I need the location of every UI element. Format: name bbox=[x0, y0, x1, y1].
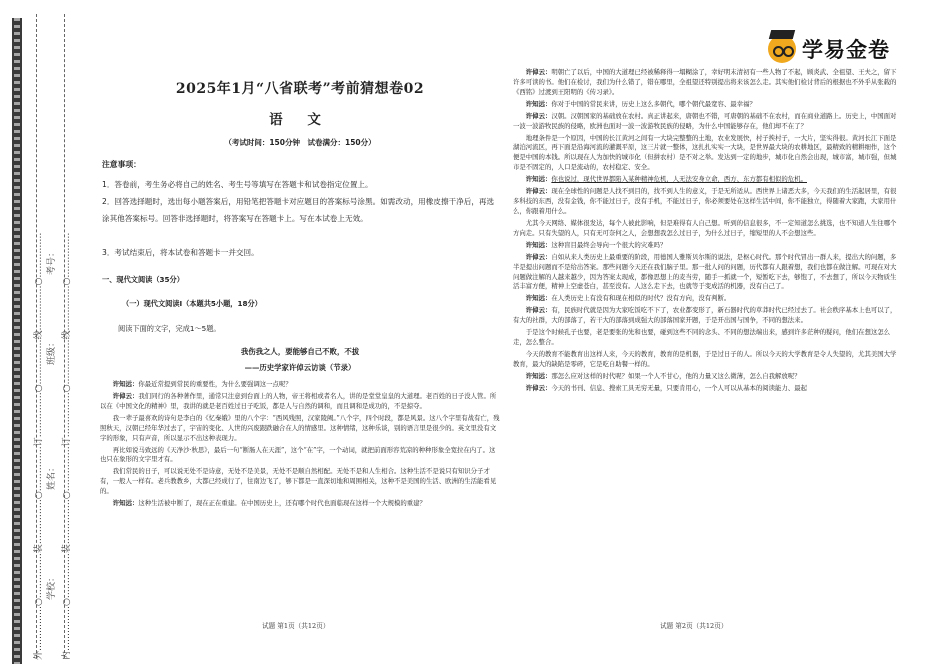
dialogue-paragraph: 于是这个时候孔子也要，老是要张的先和也要，碰到这些不同的念头、不同的想法端出来，感到许多茫种的疑问，他们在想这怎么走，怎么整合。 bbox=[513, 328, 891, 347]
notice-item: 1．答卷前，考生务必将自己的姓名、考生号等填写在答题卡和试卷指定位置上。 bbox=[102, 180, 373, 189]
name-label: 姓名： bbox=[47, 462, 57, 490]
class-label: 班级： bbox=[47, 337, 57, 365]
dialogue-paragraph: 许倬云：汉朝。汉朝国家的基础放在农村。真正讲起来，唐朝也不错，可唐朝的基础不在农村，而在商业道路上。历史上，中国面对一波一波游牧民族的侵略，欧洲也面对一波一波游牧民族的侵略，为什么中国能够存在，他们却不在了？ bbox=[513, 111, 897, 130]
dialogue-paragraph: 许知远：在人类历史上有没有和现在相似的时代？没有方向，没有判断。 bbox=[525, 294, 731, 303]
notice-item: 2．回答选择题时，选出每小题答案后，用铅笔把答题卡对应题目的答案标号涂黑。如需改动，用橡皮擦干净后，再选涂其他答案标号。回答非选择题时，将答案写在答题卡上。写在本试卷上无效。 bbox=[102, 197, 495, 223]
page-footer-left: 试题 第1页（共12页） bbox=[262, 622, 330, 630]
subject-title: 语 文 bbox=[269, 112, 331, 128]
subsection-heading: （一）现代文阅读Ⅰ（本题共5小题，18分） bbox=[122, 299, 262, 308]
dialogue-paragraph: 我一辈子最喜欢的诗句是李白的《忆秦娥》里的八个字：“西风残照，汉家陵阙。”八个字，四个时段，都是风景。这八个字里有战有亡，残照秋天，汉朝已经年华过去了，宇宙的变化、人世的兴废跟跌融合在人的情感里。这种情绪，这种乐谈，别的语言里是很少的。英文里没有文字的形象，只有声音，所以显示不出这种表现力。 bbox=[100, 413, 500, 442]
dialogue-paragraph: 许知远：你最近常提到常民的重要性，为什么要强调这一点呢？ bbox=[112, 380, 292, 388]
exam-number-label: 考号： bbox=[47, 247, 57, 275]
dialogue-paragraph: 许知远：你对于中国的常民来讲，历史上这么多朝代，哪个朝代最宽容、最幸福？ bbox=[525, 99, 756, 108]
page-footer-right: 试题 第2页（共12页） bbox=[660, 622, 728, 630]
dialogue-paragraph: 许倬云：有，民族时代就是因为大家吃饭吃不下了，农业都变形了，新石器时代的草莽时代已经过去了。社会秩序基本上也可以了，有大的社群，大的部落了，若干大的部落到成强大的部落国家开题，于是开出国与国争，不同的想法来。 bbox=[513, 306, 897, 325]
outer-cut-label: 外……………○……………装……………○……………订……………○……………线……………○…………… bbox=[34, 232, 44, 660]
dialogue-paragraph: 再比如说马致远的《天净沙·秋思》，最后一句“断肠人在天涯”，这个“在”字，一个动词，就把前面形容荒凉的种种形象全宽拉在内了。这也只在象形的文字里才有。 bbox=[100, 445, 496, 464]
logo-text: 学易金卷 bbox=[802, 38, 890, 62]
dialogue-paragraph: 许知远：那怎么应对这样的时代呢？如果一个人不甘心，他的力量又这么微薄，怎么自我解放呢？ bbox=[525, 371, 801, 380]
dialogue-paragraph: 地理条件是一个原因，中国的长江黄河之间有一大块完整整的土地，农业发展快，村子挨村子，一大片，坚实得很。黄河长江下面是湖泊河流区，再下面是沿海河流的灌溉平原，这三片就一整体，这扎扎实实一大块，是世界最大块的农耕地区，最精致的精耕细作，这个便是中国的本钱。所以现在人为加快的城市化（但拼农村）是不对之举。发达到一定的地步，城市化自然会出现，城市富，城市强，但城市是不固定的，人口是流动的，农村稳定、安全。 bbox=[513, 133, 897, 172]
exam-title: 2025年1月“八省联考”考前猜想卷02 bbox=[175, 81, 425, 97]
school-label: 学校： bbox=[47, 572, 57, 600]
article-title: 我伤我之人，要能够自己不败，不拔 bbox=[240, 347, 360, 356]
exam-info: （考试时间：150分钟 试卷满分：150分） bbox=[224, 138, 376, 147]
dialogue-paragraph: 许倬云：明朝亡了以后，中国的大道理已经被稀释得一塌糊涂了，幸好明末清初有一些人物了不起，顾炎武、全祖望、王夫之，留下许多可读的书。他们在检讨，我们为什么错了，错在哪里，全祖望还特别提出将来该怎么走。其实他们检讨背后的根据也不外乎从张载的《西铭》过渡到王阳明的《传习录》。 bbox=[513, 68, 897, 96]
article-subtitle: ——历史学家许倬云访谈（节录） bbox=[244, 363, 356, 372]
dialogue-paragraph: 许倬云：自如从来人类历史上最重要的阶段，用德国人雅斯贝尔斯的说法，是枢心时代。那个时代冒出一群人来，提出大的问题，多半是提出问题而不是给出答案。那些问题今天还在我们脑子里。那一批人问的问题，历代都有人跟着想，我们也都在做注解。可现在对大问题做注解的人越来越少，因为答案太现成，都像思想上的麦当劳，随手一抓就一个，短暂吃下去，够饱了，不去想了，所以今天物质生活丰富方便，精神上空虚苍白，甚至没有。人这么走下去，也就等于变成活的机器，没有自己了。 bbox=[513, 252, 897, 291]
dialogue-paragraph: 许倬云：今天的书刊、信息、搜索工具无穷无量，只要肯用心，一个人可以从基本的阅读能力、最起 bbox=[525, 383, 807, 392]
notice-item: 3．考试结束后，将本试卷和答题卡一并交回。 bbox=[102, 248, 259, 257]
left-article-body bbox=[100, 380, 500, 511]
dialogue-paragraph: 尤其今天网络、媒体很发达，每个人被此影响，但是难得有人自己想。听到的信息很多，不一定知道怎么挑选，也不知道人生往哪个方向走。只有失望的人，只有无可奈何之人，会想想我怎么过日子，为什么过日子，缩短里的人不会想这些。 bbox=[513, 218, 897, 237]
dialogue-paragraph: 我们常民的日子，可以说无处不是诗意，无处不是美景，无处不是顺自然相配。无处不是和人生相合。这种生活不是说只有知识分子才有，一般人一样有。老兵教教乡，大都已经成行了，往南边飞了，够下都是一直深切地和周围相关，这种不是美国的生活、欧洲的生活能看见的。 bbox=[100, 467, 497, 496]
logo-mascot-icon bbox=[768, 35, 796, 63]
right-article-body bbox=[513, 68, 901, 396]
dialogue-paragraph: 许倬云：我们同行的各种著作里，通常只注意到台面上的人物，帝王将相或者名人，讲的是堂堂皇皇的大道理。老百姓的日子没人管。所以在《中国文化的精神》里，我讲的就是老百姓过日子吃饭，都是人与自然的调和，而且调和是成功的，不是掠夺。 bbox=[100, 391, 497, 410]
dialogue-paragraph: 许倬云：现在全球性的问题是人找不到目的，找不到人生的意义，于是无所适从。西世界上诸恶大多，今天我们的生活起居里，有很多科技的东西，没有金钱，你不能过日子，没有手机，不能过日子，你必须要处在这样生活中间，你不能独立，得随着大家跑，大家用什么，你跟着用什么。 bbox=[513, 187, 897, 215]
dialogue-paragraph: 今天的教育不能教育出这样人来，今天的教育，教育的是机器，于是过日子的人。所以今天的大学教育是令人失望的，尤其美国大学教育，最大的缺陷是零碎，它是吃自助餐一样的。 bbox=[513, 349, 897, 368]
notice-heading: 注意事项： bbox=[102, 160, 141, 169]
brand-logo bbox=[768, 34, 890, 64]
dialogue-paragraph: 许知远：你也说过，现代世界都陷入某种精神危机，人无法安身立命，西方、东方都有相似的危机。 bbox=[525, 175, 807, 184]
inner-cut-label: 内……………○……………装……………○……………订……………○……………线……………○…………… bbox=[62, 232, 72, 660]
section-heading: 一、现代文阅读（35分） bbox=[102, 275, 184, 284]
binding-bar bbox=[12, 18, 22, 664]
reading-instruction: 阅读下面的文字，完成1～5题。 bbox=[118, 324, 221, 333]
dialogue-paragraph: 许知远：这种生活被中断了，现在正在重建。在中国历史上，还有哪个时代也面临现在这样一个大规模的重建？ bbox=[112, 499, 426, 508]
binding-margin bbox=[0, 0, 84, 672]
dialogue-paragraph: 许知远：这种盲目最终会导向一个很大的灾难吗？ bbox=[525, 240, 667, 249]
